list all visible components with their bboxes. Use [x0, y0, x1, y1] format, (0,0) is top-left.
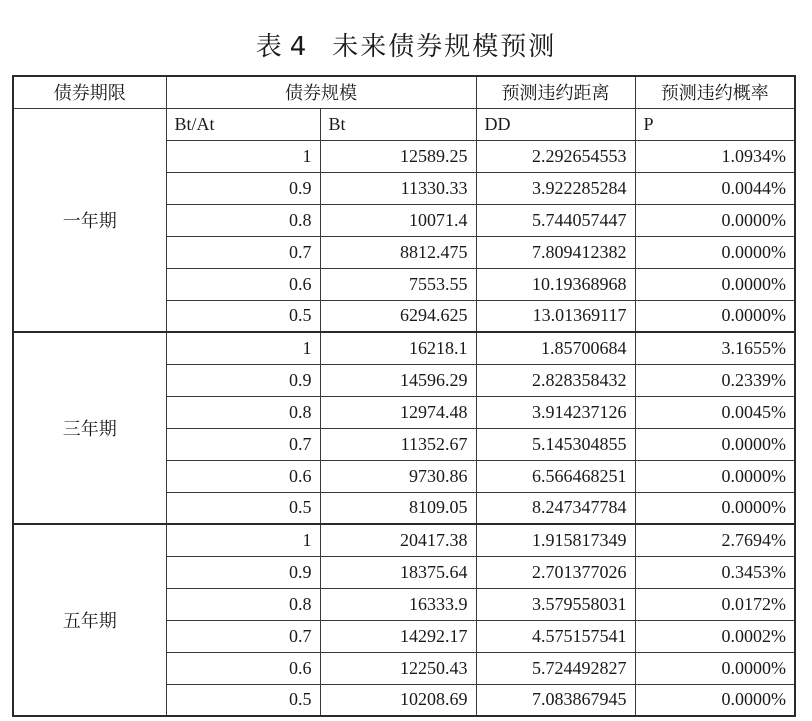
cell-ratio: 0.9	[166, 172, 320, 204]
cell-dd: 1.85700684	[476, 332, 635, 364]
cell-bt: 12974.48	[320, 396, 476, 428]
cell-p: 0.0000%	[635, 300, 795, 332]
cell-p: 2.7694%	[635, 524, 795, 556]
cell-bt: 10071.4	[320, 204, 476, 236]
subheader-p: P	[635, 108, 795, 140]
cell-dd: 4.575157541	[476, 620, 635, 652]
cell-bt: 10208.69	[320, 684, 476, 716]
cell-dd: 3.914237126	[476, 396, 635, 428]
cell-p: 0.0000%	[635, 684, 795, 716]
cell-ratio: 1	[166, 332, 320, 364]
cell-bt: 8109.05	[320, 492, 476, 524]
cell-p: 0.0000%	[635, 204, 795, 236]
cell-bt: 11330.33	[320, 172, 476, 204]
cell-dd: 3.579558031	[476, 588, 635, 620]
cell-bt: 16218.1	[320, 332, 476, 364]
cell-dd: 13.01369117	[476, 300, 635, 332]
cell-bt: 6294.625	[320, 300, 476, 332]
cell-bt: 14292.17	[320, 620, 476, 652]
cell-ratio: 0.8	[166, 204, 320, 236]
cell-bt: 12589.25	[320, 140, 476, 172]
header-row	[13, 76, 795, 108]
cell-p: 0.0000%	[635, 652, 795, 684]
cell-bt: 20417.38	[320, 524, 476, 556]
cell-ratio: 0.6	[166, 652, 320, 684]
subheader-dd: DD	[476, 108, 635, 140]
cell-dd: 2.701377026	[476, 556, 635, 588]
cell-dd: 5.724492827	[476, 652, 635, 684]
cell-ratio: 0.7	[166, 428, 320, 460]
cell-p: 0.0044%	[635, 172, 795, 204]
subheader-ratio: Bt/At	[166, 108, 320, 140]
cell-dd: 5.145304855	[476, 428, 635, 460]
cell-bt: 9730.86	[320, 460, 476, 492]
cell-ratio: 0.9	[166, 556, 320, 588]
table-title-prefix: 表	[255, 32, 284, 62]
cell-p: 0.0000%	[635, 236, 795, 268]
cell-ratio: 0.5	[166, 300, 320, 332]
subheader-bt: Bt	[320, 108, 476, 140]
cell-dd: 2.292654553	[476, 140, 635, 172]
cell-p: 1.0934%	[635, 140, 795, 172]
cell-ratio: 0.6	[166, 460, 320, 492]
cell-ratio: 1	[166, 140, 320, 172]
period-cell: 一年期	[13, 108, 166, 332]
cell-ratio: 0.8	[166, 588, 320, 620]
cell-ratio: 0.9	[166, 364, 320, 396]
cell-dd: 10.19368968	[476, 268, 635, 300]
table-row	[13, 524, 795, 556]
cell-p: 0.0000%	[635, 428, 795, 460]
cell-dd: 6.566468251	[476, 460, 635, 492]
bond-forecast-table	[12, 75, 796, 717]
cell-dd: 5.744057447	[476, 204, 635, 236]
table-title	[0, 26, 812, 63]
cell-ratio: 0.7	[166, 620, 320, 652]
cell-dd: 7.083867945	[476, 684, 635, 716]
cell-ratio: 0.7	[166, 236, 320, 268]
cell-dd: 2.828358432	[476, 364, 635, 396]
cell-ratio: 0.5	[166, 492, 320, 524]
period-cell: 五年期	[13, 524, 166, 716]
cell-bt: 8812.475	[320, 236, 476, 268]
cell-dd: 3.922285284	[476, 172, 635, 204]
header-probability: 预测违约概率	[635, 76, 795, 108]
cell-p: 0.3453%	[635, 556, 795, 588]
cell-dd: 8.247347784	[476, 492, 635, 524]
cell-ratio: 0.5	[166, 684, 320, 716]
cell-bt: 11352.67	[320, 428, 476, 460]
cell-bt: 14596.29	[320, 364, 476, 396]
cell-p: 0.2339%	[635, 364, 795, 396]
table-title-number: 4	[289, 32, 309, 62]
period-cell: 三年期	[13, 332, 166, 524]
cell-bt: 16333.9	[320, 588, 476, 620]
subheader-row	[13, 108, 795, 140]
header-distance: 预测违约距离	[476, 76, 635, 108]
cell-p: 0.0000%	[635, 492, 795, 524]
table-title-text: 未来债券规模预测	[332, 32, 557, 62]
cell-dd: 1.915817349	[476, 524, 635, 556]
cell-p: 3.1655%	[635, 332, 795, 364]
cell-ratio: 0.8	[166, 396, 320, 428]
cell-p: 0.0172%	[635, 588, 795, 620]
header-period: 债券期限	[13, 76, 166, 108]
cell-ratio: 1	[166, 524, 320, 556]
table-row	[13, 332, 795, 364]
cell-bt: 18375.64	[320, 556, 476, 588]
cell-p: 0.0000%	[635, 460, 795, 492]
table-body	[13, 108, 795, 716]
cell-p: 0.0000%	[635, 268, 795, 300]
cell-bt: 7553.55	[320, 268, 476, 300]
cell-p: 0.0002%	[635, 620, 795, 652]
cell-dd: 7.809412382	[476, 236, 635, 268]
header-scale: 债券规模	[166, 76, 476, 108]
cell-p: 0.0045%	[635, 396, 795, 428]
cell-bt: 12250.43	[320, 652, 476, 684]
cell-ratio: 0.6	[166, 268, 320, 300]
